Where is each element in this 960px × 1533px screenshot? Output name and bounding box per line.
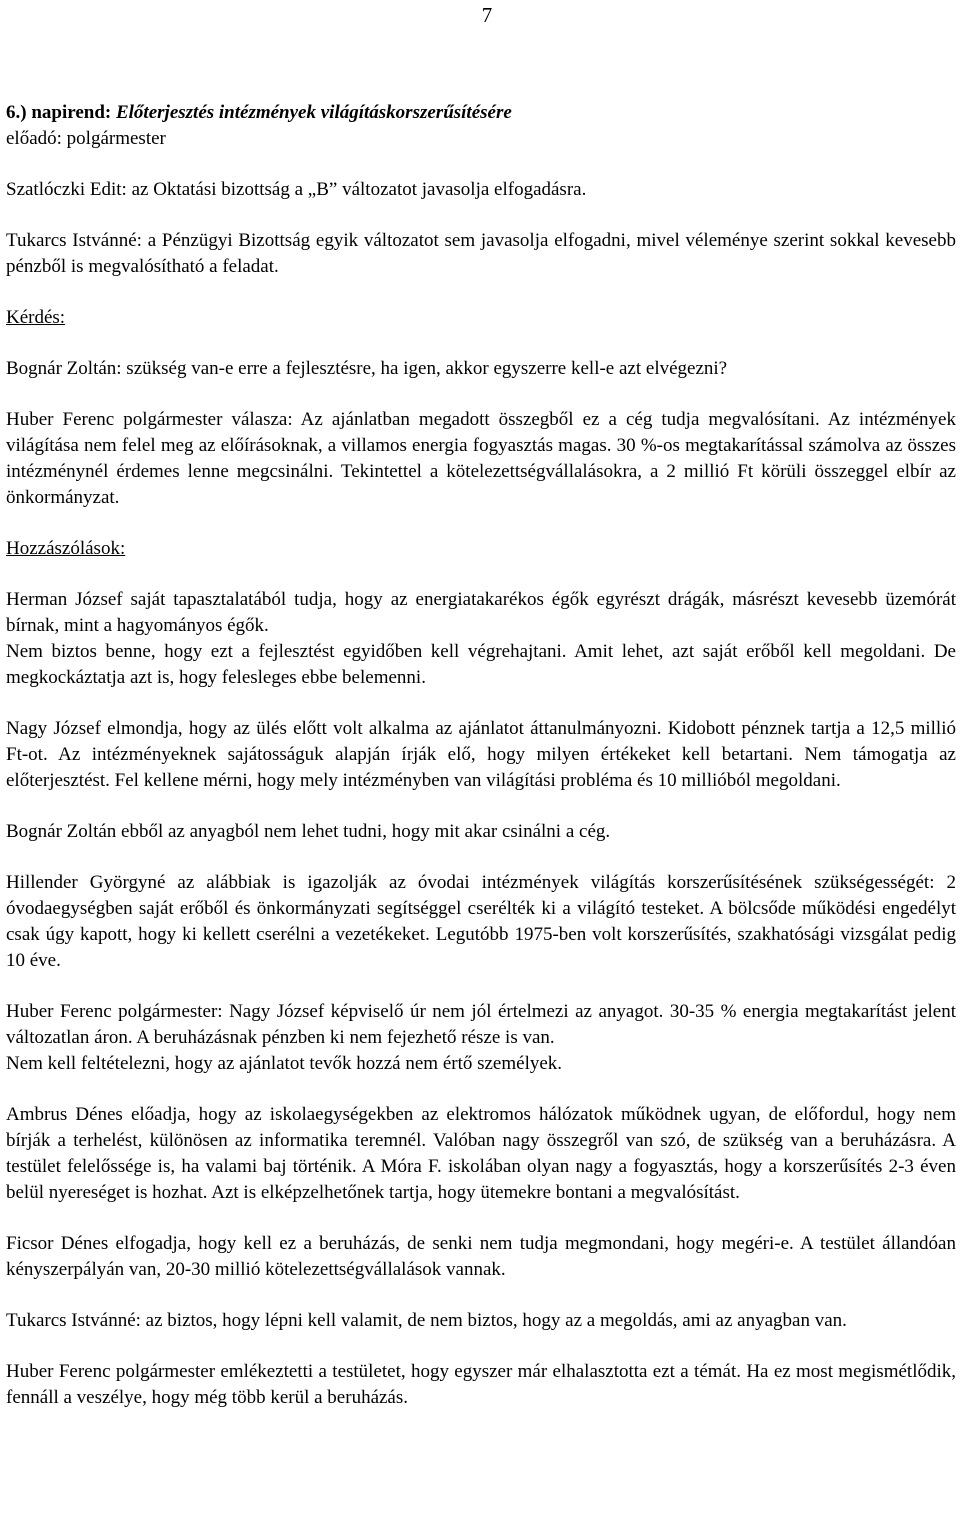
paragraph-bognar-2: Bognár Zoltán ebből az anyagból nem lehet tudni, hogy mit akar csinálni a cég. bbox=[6, 821, 611, 842]
paragraph-huber-answer: Huber Ferenc polgármester válasza: Az ajánlatban megadott összegből ez a cég tudja megvalósítani. Az intézmények világítása nem felel meg az előírásoknak, a villamos energia fogyasztás magas. 30 %-os megtakarítással számolva az összes intézménynél érdemes lenne megcsinálni. Tekintettel a kötelezettségvállalásokra, a 2 millió Ft körüli összeggel elbír az önkormányzat. bbox=[6, 409, 956, 508]
agenda-heading-title: Előterjesztés intézmények világításkorszerűsítésére bbox=[115, 102, 512, 123]
paragraph-tukarcs-2: Tukarcs Istvánné: az biztos, hogy lépni kell valamit, de nem biztos, hogy az a megoldás, ami az anyagban van. bbox=[6, 1310, 847, 1331]
paragraph-ambrus: Ambrus Dénes előadja, hogy az iskolaegységekben az elektromos hálózatok működnek ugyan, de előfordul, hogy nem bírják a terhelést, különösen az informatika teremnél. Valóban nagy összegről van szó, de szükség van a beruházásra. A testület felelőssége is, ha valami baj történik. A Móra F. iskolában olyan nagy a fogyasztás, hogy a korszerűsítés 2-3 éven belül nyereséget is hozhat. Azt is elképzelhetőnek tartja, hogy ütemekre bontani a megvalósítást. bbox=[6, 1104, 956, 1203]
agenda-heading bbox=[6, 100, 956, 126]
section-label-hozzaszolasok: Hozzászólások: bbox=[6, 538, 126, 559]
paragraph-bognar-question: Bognár Zoltán: szükség van-e erre a fejlesztésre, ha igen, akkor egyszerre kell-e azt elvégezni? bbox=[6, 358, 728, 379]
paragraph-huber-3: Nem kell feltételezni, hogy az ajánlatot tevők hozzá nem értő személyek. bbox=[6, 1053, 563, 1074]
agenda-heading-prefix: 6.) napirend: bbox=[6, 102, 116, 123]
paragraph-tukarcs-1: Tukarcs Istvánné: a Pénzügyi Bizottság egyik változatot sem javasolja elfogadni, mivel véleménye szerint sokkal kevesebb pénzből is megvalósítható a feladat. bbox=[6, 230, 956, 277]
paragraph-huber-2: Huber Ferenc polgármester: Nagy József képviselő úr nem jól értelmezi az anyagot. 30-35 % energia megtakarítást jelent változatlan áron. A beruházásnak pénzben ki nem fejezhető része is van. bbox=[6, 1001, 956, 1048]
paragraph-nagy: Nagy József elmondja, hogy az ülés előtt volt alkalma az ajánlatot áttanulmányozni. Kidobott pénznek tartja a 12,5 millió Ft-ot. Az intézményeknek sajátosságuk alapján írják elő, hogy milyen értékeket kell betartani. Nem támogatja az előterjesztést. Fel kellene mérni, hogy mely intézményben van világítási probléma és 10 millióból megoldani. bbox=[6, 718, 956, 791]
paragraph-herman-1: Herman József saját tapasztalatából tudja, hogy az energiatakarékos égők egyrészt drágák, másrészt kevesebb üzemórát bírnak, mint a hagyományos égők. bbox=[6, 589, 956, 636]
paragraph-ficsor: Ficsor Dénes elfogadja, hogy kell ez a beruházás, de senki nem tudja megmondani, hogy megéri-e. A testület állandóan kényszerpályán van, 20-30 millió kötelezettségvállalások vannak. bbox=[6, 1233, 956, 1280]
paragraph-huber-4: Huber Ferenc polgármester emlékeztetti a testületet, hogy egyszer már elhalasztotta ezt a témát. Ha ez most megismétlődik, fennáll a veszélye, hogy még több kerül a beruházás. bbox=[6, 1361, 956, 1408]
document-body bbox=[6, 100, 956, 1411]
presenter-line: előadó: polgármester bbox=[6, 128, 166, 149]
section-label-kerdes: Kérdés: bbox=[6, 307, 66, 328]
paragraph-hillender: Hillender Györgyné az alábbiak is igazolják az óvodai intézmények világítás korszerűsítésének szükségességét: 2 óvodaegységben saját erőből és önkormányzati segítséggel cserélték ki a világító testeket. A bölcsőde működési engedélyt csak úgy kapott, hogy ki kellett cserélni a vezetékeket. Legutóbb 1975-ben volt korszerűsítés, szakhatósági vizsgálat pedig 10 éve. bbox=[6, 872, 956, 971]
page-number: 7 bbox=[481, 3, 493, 27]
paragraph-herman-2: Nem biztos benne, hogy ezt a fejlesztést egyidőben kell végrehajtani. Amit lehet, azt saját erőből kell megoldani. De megkockáztatja azt is, hogy felesleges ebbe belemenni. bbox=[6, 641, 956, 688]
paragraph-szatloczki: Szatlóczki Edit: az Oktatási bizottság a „B” változatot javasolja elfogadásra. bbox=[6, 179, 587, 200]
